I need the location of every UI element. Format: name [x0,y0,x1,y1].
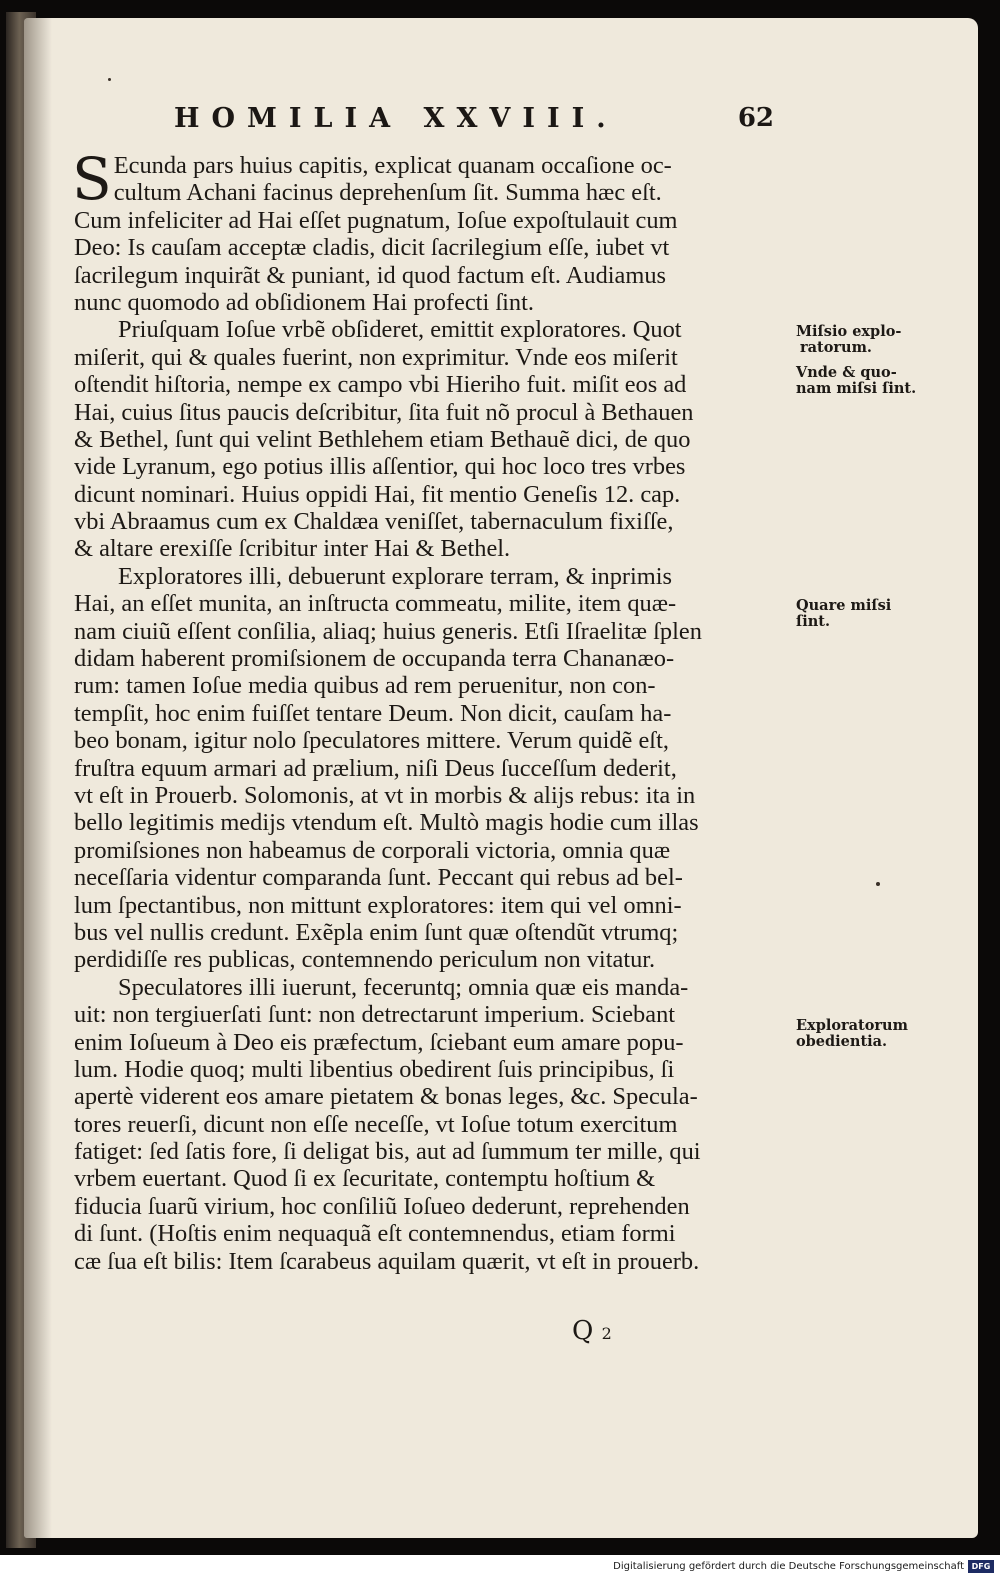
main-text-block [72,145,917,1275]
margin-note-line: nam miſsi ſint. [796,380,917,397]
text-line: vbi Abraamus cum ex Chaldæa veniſſet, tabernaculum fixiſſe, [74,508,674,536]
text-line: didam haberent promiſsionem de occupanda terra Chananæo- [74,645,675,673]
text-line: nunc quomodo ad obſidionem Hai profecti ſint. [74,288,534,316]
funding-credit: Digitalisierung gefördert durch die Deutsche Forschungsgemeinschaft [613,1561,964,1572]
signature-number: 2 [601,1324,612,1343]
text-line: ſacrilegum inquirãt & puniant, id quod factum eſt. Audiamus [74,261,667,289]
text-line: neceſſaria videntur comparanda ſunt. Peccant qui rebus ad bel- [74,864,683,892]
text-line: fatiget: ſed ſatis fore, ſi deligat bis, aut ad ſummum ter mille, qui [74,1138,701,1166]
text-line: vt eſt in Prouerb. Solomonis, at vt in morbis & alijs rebus: ita in [74,781,696,809]
margin-note [796,1018,931,1050]
text-line: Ecunda pars huius capitis, explicat quanam occaſione oc- [113,152,672,179]
text-line: bus vel nullis credunt. Exẽpla enim ſunt quæ oſtendũt vtrumq; [74,918,679,946]
text-line: Cum infeliciter ad Hai eſſet pugnatum, Ioſue expoſtulauit cum [74,206,678,234]
book-page [24,18,978,1538]
footer-bar [0,1555,1000,1585]
text-line: Deo: Is cauſam acceptæ cladis, dicit ſacrilegium eſſe, iubet vt [74,234,670,262]
drop-cap: S [72,145,112,213]
text-line: Priuſquam Ioſue vrbẽ obſideret, emittit exploratores. Quot [118,316,682,344]
text-line: perdidiſſe res publicas, contemnendo periculum non vitatur. [74,946,656,974]
margin-note-line: ſint. [796,613,831,630]
text-line: enim Ioſueum à Deo eis præfectum, ſciebant eum amare popu- [74,1028,684,1056]
text-line: uit: non tergiuerſati ſunt: non detrectarunt imperium. Sciebant [74,1001,676,1029]
text-line: nam ciuiũ eſſent conſilia, aliaq; huius generis. Etſi Iſraelitæ ſplen [74,617,702,645]
text-line: Hai, an eſſet munita, an inſtructa commeatu, milite, item quæ- [74,590,677,618]
margin-note-line: Vnde & quo- [796,364,897,381]
text-line: fruſtra equum armari ad prælium, niſi Deus ſucceſſum dederit, [74,754,677,782]
margin-note-line: Quare miſsi [796,597,892,614]
page-number: 62 [737,103,774,133]
text-line: oſtendit hiſtoria, nempe ex campo vbi Hieriho fuit. miſit eos ad [74,371,687,399]
running-head: HOMILIA XXVIII. [174,103,618,134]
ink-speck [876,882,880,886]
text-line: lum. Hodie quoq; multi libentius obedirent ſuis principibus, ſi [74,1055,675,1083]
text-line: vrbem euertant. Quod ſi ex ſecuritate, contemptu hoſtium & [74,1165,656,1193]
text-line: rum: tamen Ioſue media quibus ad rem peruenitur, non con- [74,672,656,700]
margin-note-line: Miſsio explo- [796,323,902,340]
text-line: bello legitimis medijs vtendum eſt. Multò magis hodie cum illas [74,809,699,837]
text-line: vide Lyranum, ego potius illis aſſentior, qui hoc loco tres vrbes [74,453,686,481]
page-gutter-shadow [24,18,52,1538]
text-line: cultum Achani facinus deprehenſum ſit. Summa hæc eſt. [113,179,662,207]
text-line: tempſit, hoc enim fuiſſet tentare Deum. Non dicit, cauſam ha- [74,699,672,727]
margin-note [796,365,931,397]
margin-note-line: Exploratorum [796,1017,908,1034]
text-line: Exploratores illi, debuerunt explorare terram, & inprimis [118,562,673,590]
text-line: Speculatores illi iuerunt, feceruntq; omnia quæ eis manda- [118,973,689,1001]
text-line: dicunt nominari. Huius oppidi Hai, fit mentio Geneſis 12. cap. [74,480,681,508]
margin-note [796,598,931,630]
text-line: promiſsiones non habeamus de corporali victoria, omnia quæ [74,836,671,864]
margin-note [796,324,931,356]
text-line: tores reuerſi, dicunt non eſſe neceſſe, vt Ioſue totum exercitum [74,1110,678,1138]
ink-speck [108,78,111,81]
text-line: Hai, cuius ſitus paucis deſcribitur, ſita fuit nõ procul à Bethauen [74,398,694,426]
text-line: & altare erexiſſe ſcribitur inter Hai & Bethel. [74,535,511,563]
dfg-logo: DFG [968,1560,994,1573]
text-line: fiducia ſuarũ virium, hoc conſiliũ Ioſueo dederunt, reprehenden [74,1192,690,1220]
text-line: di ſunt. (Hoſtis enim nequaquã eſt contemnendus, etiam formi [74,1220,676,1248]
margin-note-line: obedientia. [796,1033,888,1050]
text-line: apertè viderent eos amare pietatem & bonas leges, &c. Specula- [74,1083,698,1111]
text-line: lum ſpectantibus, non mittunt exploratores: item qui vel omni- [74,891,682,919]
text-line: beo bonam, igitur nolo ſpeculatores mittere. Verum quidẽ eſt, [74,727,669,755]
text-line: miſerit, qui & quales fuerint, non exprimitur. Vnde eos miſerit [74,343,678,371]
margin-note-line: ratorum. [800,339,872,356]
text-line: cæ ſua eſt bilis: Item ſcarabeus aquilam quærit, vt eſt in prouerb. [74,1247,700,1275]
text-lines [72,145,792,1275]
signature-letter: Q [572,1316,594,1346]
signature-mark [572,1316,612,1346]
text-line: & Bethel, ſunt qui velint Bethlehem etiam Bethauẽ dici, de quo [74,425,691,453]
page-header [174,103,774,153]
